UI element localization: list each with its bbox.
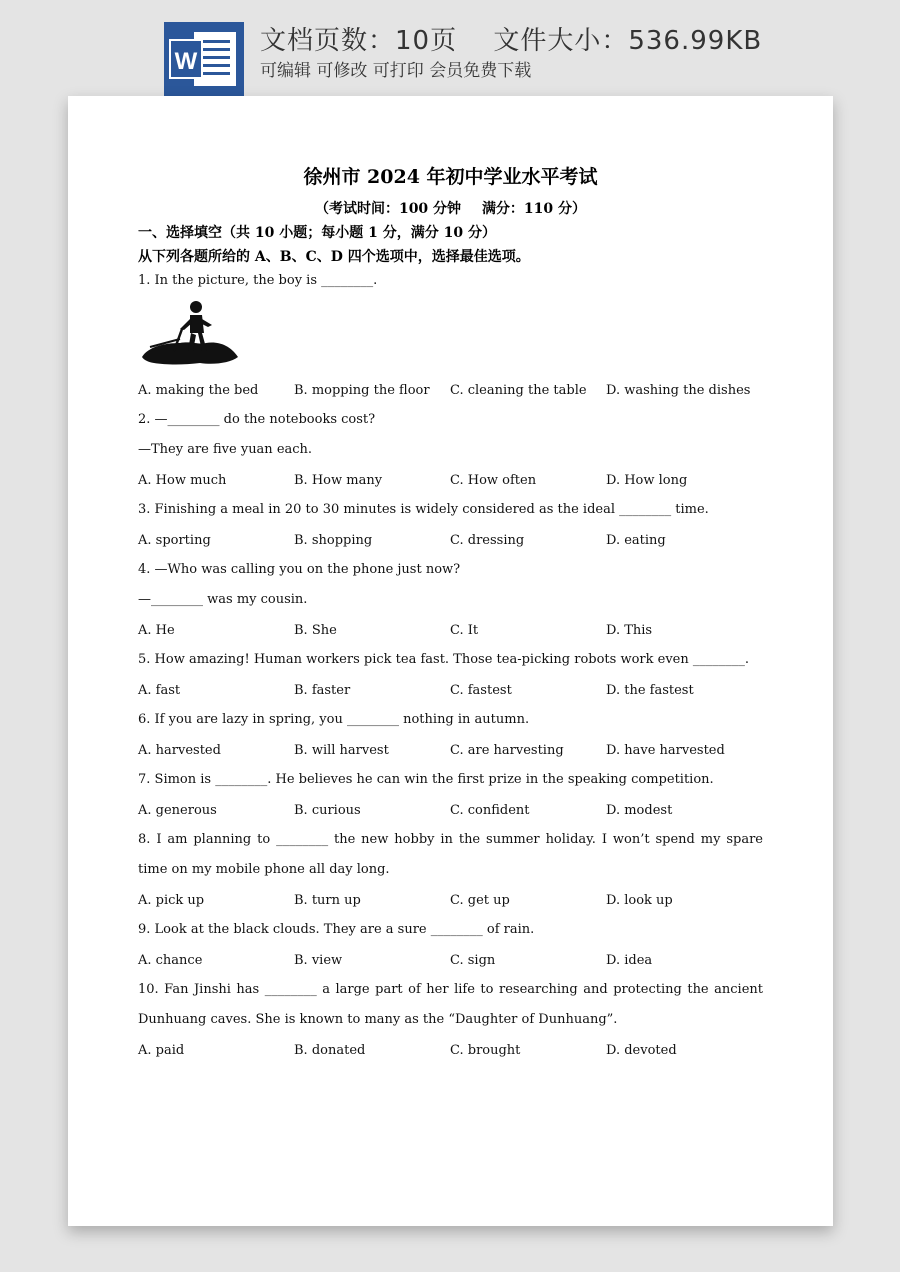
answer-option: C. are harvesting (450, 743, 564, 758)
answer-option: D. This (606, 623, 653, 638)
answer-option: B. How many (294, 473, 383, 488)
question-stem: 10. Fan Jinshi has ________ a large part of her life to researching and protecting the ancient Dunhuang caves. She is known to many as the “Daughter of Dunhuang”. (138, 982, 763, 1027)
answer-option: D. the fastest (606, 683, 694, 698)
answer-option: A. harvested (138, 743, 221, 758)
answer-option: A. fast (138, 683, 181, 698)
answer-option: D. washing the dishes (606, 383, 751, 398)
document-page (68, 96, 833, 1226)
answer-option: B. will harvest (294, 743, 389, 758)
answer-option: C. sign (450, 953, 496, 968)
answer-option: D. look up (606, 893, 673, 908)
answer-option: D. modest (606, 803, 673, 818)
answer-option: B. view (294, 953, 343, 968)
answer-option: C. fastest (450, 683, 512, 698)
question-stem: 6. If you are lazy in spring, you ________ nothing in autumn. (138, 712, 530, 727)
section-instruction: 从下列各题所给的 A、B、C、D 四个选项中，选择最佳选项。 (138, 249, 530, 265)
answer-option: C. get up (450, 893, 510, 908)
answer-option: A. paid (138, 1043, 185, 1058)
word-document-icon (164, 22, 244, 96)
answer-option: C. brought (450, 1043, 521, 1058)
answer-option: A. How much (138, 473, 227, 488)
file-info: 文档页数：10页 文件大小：536.99KB (260, 26, 763, 56)
exam-score: 满分：110 分） (481, 201, 587, 217)
answer-option: A. making the bed (138, 383, 259, 398)
answer-option: D. idea (606, 953, 653, 968)
question-stem: 7. Simon is ________. He believes he can win the first prize in the speaking competition. (138, 772, 714, 787)
answer-option: B. donated (294, 1043, 366, 1058)
answer-option: B. curious (294, 803, 361, 818)
boy-mopping-illustration (140, 299, 240, 371)
answer-option: C. confident (450, 803, 530, 818)
answer-option: C. cleaning the table (450, 383, 587, 398)
answer-option: C. dressing (450, 533, 525, 548)
answer-option: D. devoted (606, 1043, 677, 1058)
exam-subtitle (138, 198, 763, 218)
answer-option: B. She (294, 623, 337, 638)
answer-option: A. chance (138, 953, 203, 968)
answer-option: B. faster (294, 683, 351, 698)
question-stem: 2. —________ do the notebooks cost? (138, 412, 376, 427)
answer-option: B. shopping (294, 533, 373, 548)
question-stem: 8. I am planning to ________ the new hobby in the summer holiday. I won’t spend my spare time on my mobile phone all day long. (138, 832, 763, 877)
section-heading: 一、选择填空（共 10 小题；每小题 1 分，满分 10 分） (138, 225, 496, 241)
answer-option: A. pick up (138, 893, 205, 908)
file-actions: 可编辑 可修改 可打印 会员免费下载 (260, 61, 532, 81)
question-stem: 1. In the picture, the boy is ________. (138, 273, 378, 288)
word-icon-letter: W (174, 48, 198, 75)
answer-option: A. generous (138, 803, 217, 818)
answer-option: C. How often (450, 473, 537, 488)
answer-option: D. eating (606, 533, 666, 548)
question-stem: 3. Finishing a meal in 20 to 30 minutes is widely considered as the ideal ________ time. (138, 502, 709, 517)
question-stem: 4. —Who was calling you on the phone just now? (138, 562, 461, 577)
answer-option: A. He (138, 623, 175, 638)
question-line: —They are five yuan each. (138, 442, 313, 457)
question-stem: 9. Look at the black clouds. They are a sure ________ of rain. (138, 922, 535, 937)
question-line: —________ was my cousin. (138, 592, 308, 607)
answer-option: B. mopping the floor (294, 383, 430, 398)
answer-option: B. turn up (294, 893, 361, 908)
exam-title: 徐州市 2024 年初中学业水平考试 (303, 166, 598, 188)
answer-option: A. sporting (138, 533, 211, 548)
answer-option: D. How long (606, 473, 688, 488)
document-banner (0, 0, 900, 100)
question-stem: 5. How amazing! Human workers pick tea fast. Those tea-picking robots work even ________. (138, 652, 749, 667)
answer-option: D. have harvested (606, 743, 725, 758)
answer-option: C. It (450, 623, 479, 638)
exam-time: （考试时间：100 分钟 (314, 201, 462, 217)
